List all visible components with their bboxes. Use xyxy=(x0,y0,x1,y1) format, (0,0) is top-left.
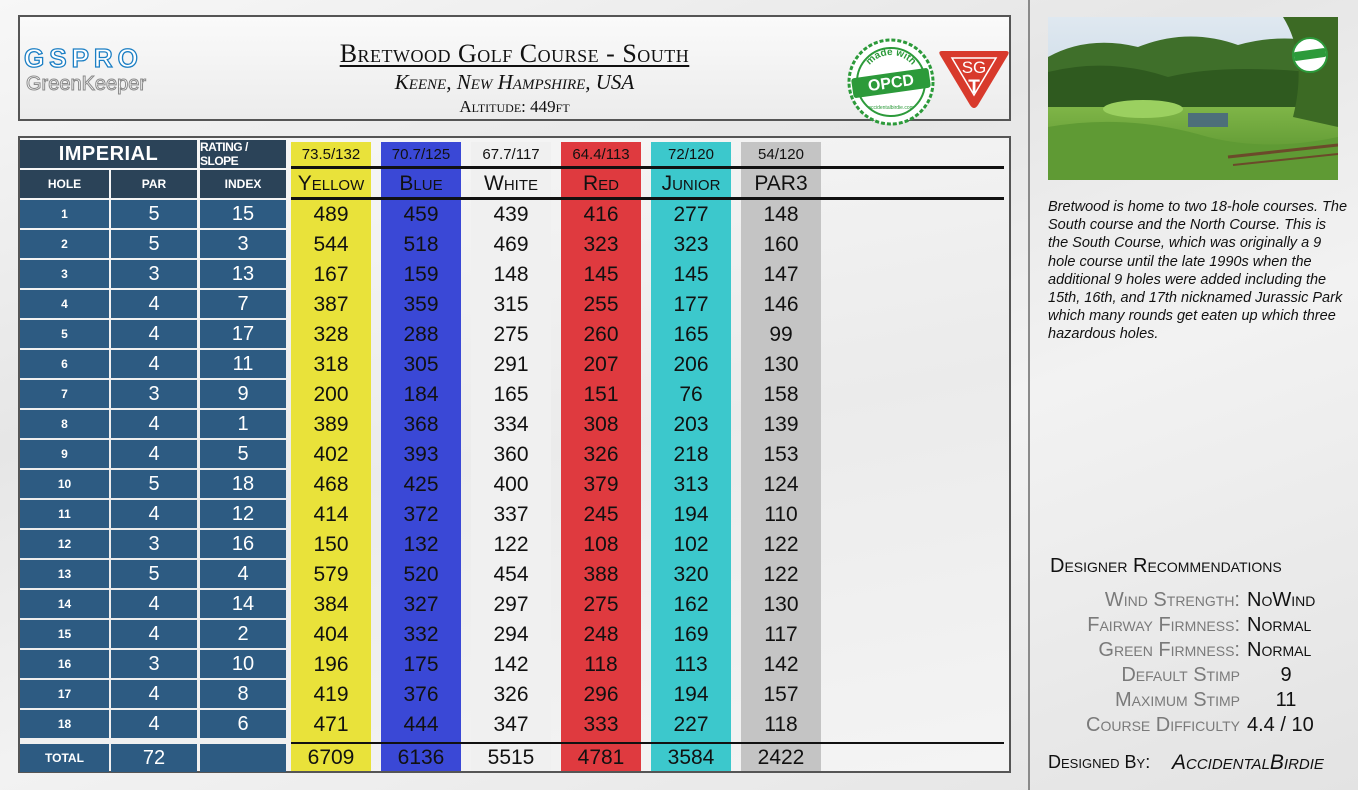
yardage-par3: 146 xyxy=(763,293,799,316)
yardage-red: 248 xyxy=(583,623,619,646)
hole-index: 8 xyxy=(200,680,286,708)
yardage-par3: 99 xyxy=(769,323,793,346)
yardage-white: 400 xyxy=(493,473,529,496)
hole-par: 4 xyxy=(111,590,197,618)
hole-number: 15 xyxy=(20,620,109,648)
yardage-white: 334 xyxy=(493,413,529,436)
yardage-red: 379 xyxy=(583,473,619,496)
yardage-junior: 203 xyxy=(673,413,709,436)
opcd-url-text: accidentalbirdie.com xyxy=(868,105,914,111)
yardage-red: 151 xyxy=(583,383,619,406)
total-yardage-white: 5515 xyxy=(487,746,535,769)
hole-index: 10 xyxy=(200,650,286,678)
yardage-yellow: 196 xyxy=(313,653,349,676)
yardage-yellow: 389 xyxy=(313,413,349,436)
yardage-blue: 444 xyxy=(403,713,439,736)
opcd-arc-text: made with xyxy=(864,46,919,68)
scorecard-table xyxy=(18,136,1011,773)
hole-par: 4 xyxy=(111,350,197,378)
yardage-yellow: 328 xyxy=(313,323,349,346)
hole-index: 9 xyxy=(200,380,286,408)
course-altitude: Altitude: 449ft xyxy=(459,97,570,116)
course-difficulty-value: 4.4 / 10 xyxy=(1247,714,1314,736)
yardage-yellow: 471 xyxy=(313,713,349,736)
total-yardage-junior: 3584 xyxy=(667,746,715,769)
yardage-yellow: 402 xyxy=(313,443,349,466)
yardage-white: 454 xyxy=(493,563,529,586)
yardage-junior: 320 xyxy=(673,563,709,586)
yardage-junior: 206 xyxy=(673,353,709,376)
fairway-firmness-label: Fairway Firmness: xyxy=(1087,614,1240,636)
yardage-blue: 376 xyxy=(403,683,439,706)
yardage-junior: 194 xyxy=(673,503,709,526)
sgt-badge-icon xyxy=(938,45,1010,109)
hole-number: 14 xyxy=(20,590,109,618)
yardage-red: 108 xyxy=(583,533,619,556)
yardage-par3: 153 xyxy=(763,443,799,466)
yardage-red: 308 xyxy=(583,413,619,436)
yardage-par3: 122 xyxy=(763,563,799,586)
tee-rating-red: 64.4/113 xyxy=(572,145,630,163)
par-column-header: PAR xyxy=(111,170,197,198)
course-description: Bretwood is home to two 18-hole courses. The South course and the North Course. This is the South Course, which was originally a 9 hole course until the late 1990s when the additional 9 holes were added including the 15th, 16th, and 17th nicknamed Jurassic Park which many rounds get eaten up which three hazardous holes. xyxy=(1048,199,1348,343)
hole-number: 8 xyxy=(20,410,109,438)
designed-by-label: Designed By: xyxy=(1048,752,1151,772)
yardage-par3: 124 xyxy=(763,473,799,496)
yardage-blue: 425 xyxy=(403,473,439,496)
yardage-junior: 227 xyxy=(673,713,709,736)
yardage-junior: 323 xyxy=(673,233,709,256)
yardage-white: 439 xyxy=(493,203,529,226)
yardage-blue: 518 xyxy=(403,233,439,256)
yardage-yellow: 544 xyxy=(313,233,349,256)
hole-par: 5 xyxy=(111,230,197,258)
rating-slope-label: RATING / SLOPE xyxy=(200,140,286,168)
tee-name-white: White xyxy=(484,172,538,195)
yardage-junior: 169 xyxy=(673,623,709,646)
yardage-blue: 520 xyxy=(403,563,439,586)
tee-name-red: Red xyxy=(582,172,619,195)
yardage-white: 291 xyxy=(493,353,529,376)
yardage-par3: 130 xyxy=(763,353,799,376)
tee-rating-yellow: 73.5/132 xyxy=(301,145,361,163)
yardage-white: 294 xyxy=(493,623,529,646)
yardage-white: 148 xyxy=(493,263,529,286)
yardage-junior: 277 xyxy=(673,203,709,226)
default-stimp-value: 9 xyxy=(1280,664,1292,686)
yardage-yellow: 387 xyxy=(313,293,349,316)
tee-rating-blue: 70.7/125 xyxy=(391,145,451,163)
yardage-red: 333 xyxy=(583,713,619,736)
yardage-junior: 313 xyxy=(673,473,709,496)
hole-number: 12 xyxy=(20,530,109,558)
index-column-header: INDEX xyxy=(200,170,286,198)
yardage-red: 255 xyxy=(583,293,619,316)
yardage-blue: 175 xyxy=(403,653,439,676)
hole-par: 3 xyxy=(111,650,197,678)
total-yardage-red: 4781 xyxy=(577,746,625,769)
yardage-white: 469 xyxy=(493,233,529,256)
hole-par: 4 xyxy=(111,500,197,528)
panel-divider xyxy=(1028,0,1030,790)
yardage-blue: 393 xyxy=(403,443,439,466)
yardage-white: 315 xyxy=(493,293,529,316)
yardage-yellow: 167 xyxy=(313,263,349,286)
header-top-rule xyxy=(291,166,1004,169)
hole-index: 3 xyxy=(200,230,286,258)
fairway-firmness-value: Normal xyxy=(1247,614,1312,636)
yardage-blue: 132 xyxy=(403,533,439,556)
hole-par: 3 xyxy=(111,530,197,558)
tee-name-blue: Blue xyxy=(399,172,443,195)
yardage-junior: 218 xyxy=(673,443,709,466)
yardage-junior: 162 xyxy=(673,593,709,616)
index-total-empty xyxy=(200,744,286,772)
course-header xyxy=(18,15,1011,121)
yardage-par3: 147 xyxy=(763,263,799,286)
yardage-par3: 160 xyxy=(763,233,799,256)
yardage-junior: 102 xyxy=(673,533,709,556)
hole-number: 6 xyxy=(20,350,109,378)
yardage-yellow: 468 xyxy=(313,473,349,496)
designer-name: AccidentalBirdie xyxy=(1172,751,1324,774)
yardage-par3: 142 xyxy=(763,653,799,676)
hole-number: 16 xyxy=(20,650,109,678)
units-label: IMPERIAL xyxy=(20,140,197,168)
hole-par: 5 xyxy=(111,560,197,588)
hole-number: 11 xyxy=(20,500,109,528)
yardage-yellow: 419 xyxy=(313,683,349,706)
course-difficulty-label: Course Difficulty xyxy=(1086,714,1240,736)
hole-index: 2 xyxy=(200,620,286,648)
yardage-white: 297 xyxy=(493,593,529,616)
sgt-top-text: SG xyxy=(961,58,987,77)
designer-recommendations-heading: Designer Recommendations xyxy=(1050,555,1282,577)
sgt-bottom-text: T xyxy=(968,77,980,98)
yardage-junior: 165 xyxy=(673,323,709,346)
yardage-blue: 368 xyxy=(403,413,439,436)
wind-strength-label: Wind Strength: xyxy=(1104,589,1240,611)
course-location: Keene, New Hampshire, USA xyxy=(394,70,635,94)
yardage-red: 207 xyxy=(583,353,619,376)
hole-par: 3 xyxy=(111,380,197,408)
yardage-blue: 372 xyxy=(403,503,439,526)
yardage-red: 388 xyxy=(583,563,619,586)
hole-par: 4 xyxy=(111,440,197,468)
maximum-stimp-value: 11 xyxy=(1275,689,1297,711)
yardage-yellow: 414 xyxy=(313,503,349,526)
tee-name-junior: Junior xyxy=(661,172,721,195)
hole-number: 5 xyxy=(20,320,109,348)
tee-rating-par3: 54/120 xyxy=(758,145,804,163)
hole-index: 16 xyxy=(200,530,286,558)
yardage-white: 122 xyxy=(493,533,529,556)
hole-number: 18 xyxy=(20,710,109,738)
hole-index: 18 xyxy=(200,470,286,498)
hole-index: 7 xyxy=(200,290,286,318)
total-yardage-blue: 6136 xyxy=(397,746,445,769)
yardage-red: 260 xyxy=(583,323,619,346)
hole-index: 13 xyxy=(200,260,286,288)
total-yardage-yellow: 6709 xyxy=(307,746,355,769)
gspro-logo-text: GSPRO xyxy=(24,43,143,73)
yardage-yellow: 489 xyxy=(313,203,349,226)
tee-name-par3: PAR3 xyxy=(754,172,808,195)
yardage-white: 337 xyxy=(493,503,529,526)
yardage-yellow: 404 xyxy=(313,623,349,646)
yardage-blue: 159 xyxy=(403,263,439,286)
total-yardage-par3: 2422 xyxy=(757,746,805,769)
yardage-red: 145 xyxy=(583,263,619,286)
hole-par: 5 xyxy=(111,200,197,228)
yardage-par3: 117 xyxy=(764,623,798,646)
maximum-stimp-label: Maximum Stimp xyxy=(1115,689,1240,711)
opcd-badge-icon xyxy=(846,37,936,127)
tee-rating-white: 67.7/117 xyxy=(482,145,540,163)
yardage-junior: 145 xyxy=(673,263,709,286)
yardage-yellow: 318 xyxy=(313,353,349,376)
yardage-junior: 113 xyxy=(674,653,708,676)
hole-par: 4 xyxy=(111,410,197,438)
hole-index: 12 xyxy=(200,500,286,528)
par-total: 72 xyxy=(111,744,197,772)
yardage-par3: 130 xyxy=(763,593,799,616)
header-bottom-rule xyxy=(291,197,1004,200)
yardage-par3: 118 xyxy=(764,713,798,736)
yardage-blue: 332 xyxy=(403,623,439,646)
hole-index: 5 xyxy=(200,440,286,468)
hole-index: 14 xyxy=(200,590,286,618)
yardage-white: 326 xyxy=(493,683,529,706)
hole-par: 4 xyxy=(111,710,197,738)
yardage-red: 118 xyxy=(584,653,618,676)
yardage-blue: 305 xyxy=(403,353,439,376)
hole-number: 7 xyxy=(20,380,109,408)
hole-par: 5 xyxy=(111,470,197,498)
yardage-white: 165 xyxy=(493,383,529,406)
yardage-junior: 177 xyxy=(673,293,709,316)
hole-index: 1 xyxy=(200,410,286,438)
yardage-blue: 359 xyxy=(403,293,439,316)
hole-number: 13 xyxy=(20,560,109,588)
hole-number: 9 xyxy=(20,440,109,468)
hole-index: 4 xyxy=(200,560,286,588)
course-title: Bretwood Golf Course - South xyxy=(339,39,690,68)
hole-index: 15 xyxy=(200,200,286,228)
yardage-junior: 194 xyxy=(673,683,709,706)
hole-index: 11 xyxy=(200,350,286,378)
tee-name-yellow: Yellow xyxy=(297,172,365,195)
yardage-white: 347 xyxy=(493,713,529,736)
yardage-blue: 327 xyxy=(403,593,439,616)
wind-strength-value: NoWind xyxy=(1247,589,1316,611)
greenkeeper-logo-text: GreenKeeper xyxy=(26,73,147,95)
yardage-par3: 139 xyxy=(763,413,799,436)
yardage-white: 275 xyxy=(493,323,529,346)
green-firmness-label: Green Firmness: xyxy=(1098,639,1240,661)
yardage-yellow: 200 xyxy=(313,383,349,406)
hole-par: 4 xyxy=(111,320,197,348)
total-label: TOTAL xyxy=(20,744,109,772)
hole-number: 3 xyxy=(20,260,109,288)
yardage-blue: 459 xyxy=(403,203,439,226)
hole-number: 17 xyxy=(20,680,109,708)
yardage-red: 326 xyxy=(583,443,619,466)
hole-number: 10 xyxy=(20,470,109,498)
yardage-red: 245 xyxy=(583,503,619,526)
tee-rating-junior: 72/120 xyxy=(668,145,714,163)
yardage-par3: 110 xyxy=(764,503,798,526)
hole-index: 17 xyxy=(200,320,286,348)
green-firmness-value: Normal xyxy=(1247,639,1312,661)
yardage-junior: 76 xyxy=(679,383,703,406)
yardage-par3: 122 xyxy=(763,533,799,556)
yardage-yellow: 384 xyxy=(313,593,349,616)
hole-number: 1 xyxy=(20,200,109,228)
hole-par: 4 xyxy=(111,620,197,648)
yardage-par3: 148 xyxy=(763,203,799,226)
yardage-red: 296 xyxy=(583,683,619,706)
yardage-blue: 288 xyxy=(403,323,439,346)
totals-rule xyxy=(291,742,1004,744)
hole-number: 4 xyxy=(20,290,109,318)
opcd-center-text: OPCD xyxy=(866,71,916,96)
yardage-yellow: 579 xyxy=(313,563,349,586)
yardage-blue: 184 xyxy=(403,383,439,406)
hole-index: 6 xyxy=(200,710,286,738)
yardage-yellow: 150 xyxy=(313,533,349,556)
yardage-red: 275 xyxy=(583,593,619,616)
hole-column-header: HOLE xyxy=(20,170,109,198)
yardage-red: 416 xyxy=(583,203,619,226)
default-stimp-label: Default Stimp xyxy=(1121,664,1240,686)
hole-par: 4 xyxy=(111,680,197,708)
hole-par: 4 xyxy=(111,290,197,318)
yardage-par3: 158 xyxy=(763,383,799,406)
yardage-white: 360 xyxy=(493,443,529,466)
yardage-red: 323 xyxy=(583,233,619,256)
yardage-white: 142 xyxy=(493,653,529,676)
hole-par: 3 xyxy=(111,260,197,288)
yardage-par3: 157 xyxy=(763,683,799,706)
course-photo xyxy=(1048,17,1338,180)
hole-number: 2 xyxy=(20,230,109,258)
